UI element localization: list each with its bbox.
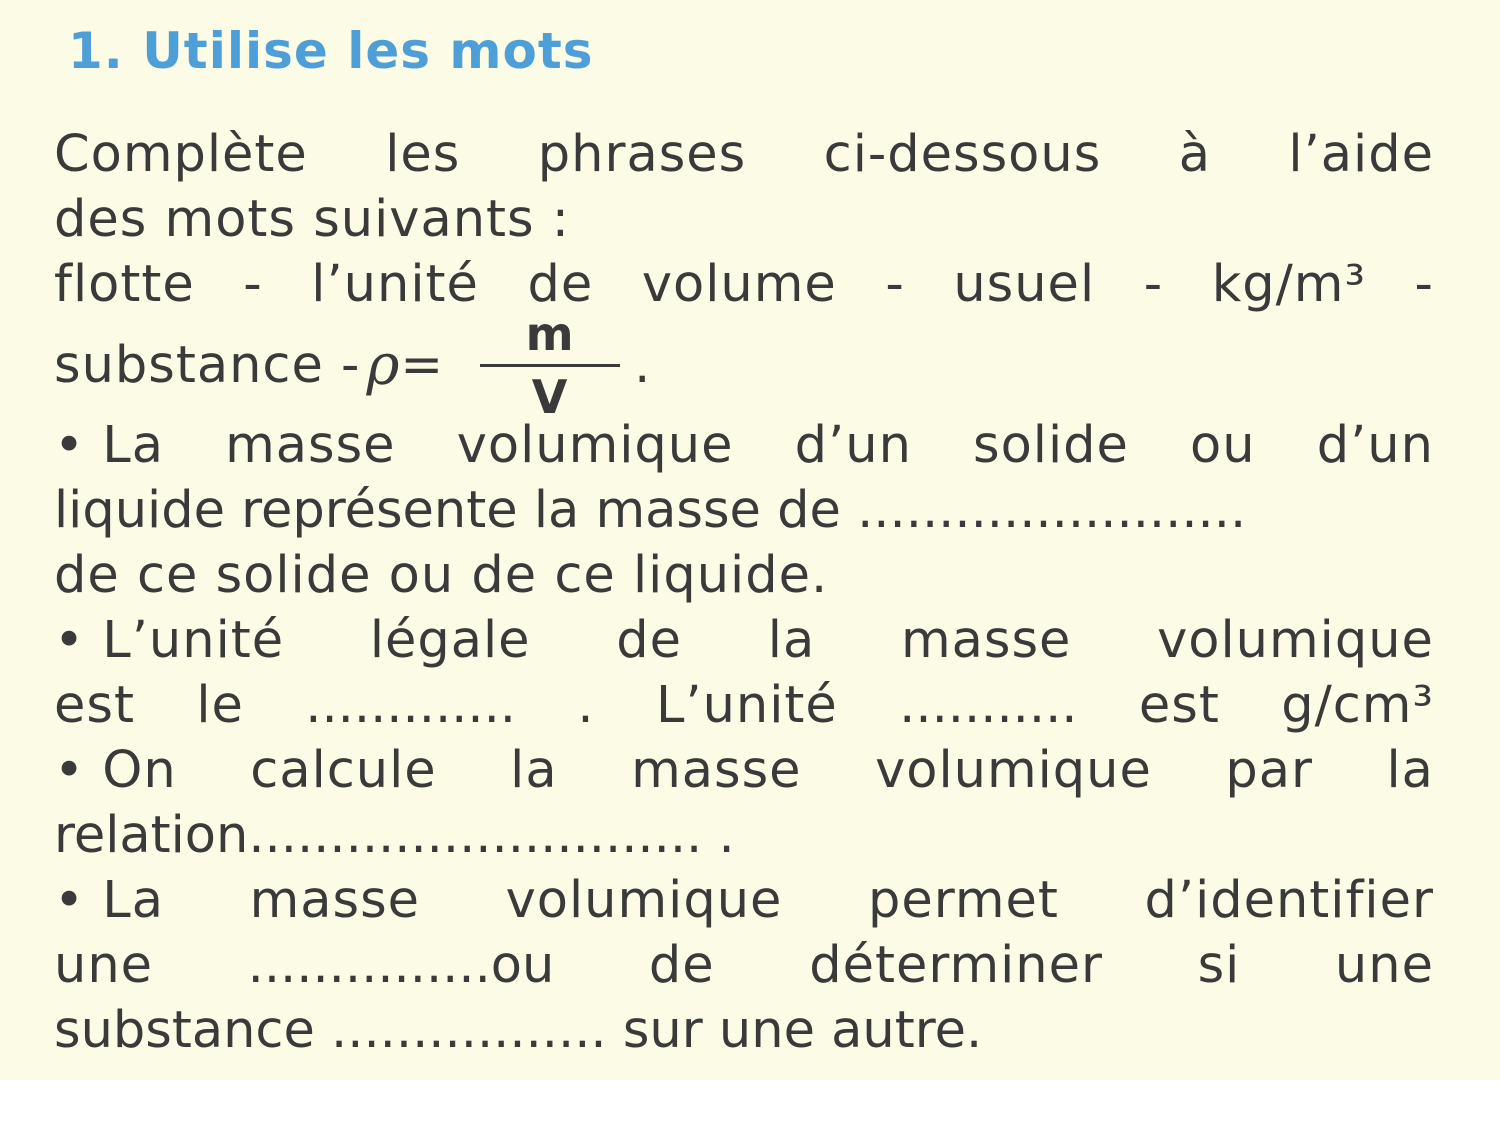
equals-sign: =: [400, 335, 445, 395]
word: une: [1334, 936, 1434, 995]
word: masse: [249, 871, 421, 930]
word: • L’unité: [54, 611, 285, 670]
separator: -: [243, 255, 263, 314]
fraction-numerator: m: [525, 306, 575, 361]
intro-line-1: [54, 122, 1434, 187]
word: masse: [900, 611, 1072, 670]
word: si: [1197, 936, 1241, 995]
word: d’un: [1316, 416, 1434, 475]
word: phrases: [537, 125, 747, 184]
word: Complète: [54, 125, 308, 184]
exercise-body: [54, 122, 1434, 1063]
word: ci-dessous: [823, 125, 1102, 184]
q4-line-2: [54, 933, 1434, 998]
blank-dots: .............: [305, 676, 516, 735]
rho-symbol: ρ: [366, 332, 401, 398]
separator: -: [885, 255, 905, 314]
word: une: [54, 936, 154, 995]
word: ou: [1190, 416, 1256, 475]
word-flotte: flotte: [54, 255, 195, 314]
word: de: [648, 936, 715, 995]
fraction-denominator: V: [531, 369, 569, 424]
word-de: de: [527, 255, 594, 314]
q1-line-2: liquide représente la masse de ........................: [54, 481, 1247, 540]
word: de: [616, 611, 683, 670]
word: légale: [369, 611, 531, 670]
word-list-line: [54, 252, 1434, 317]
density-fraction: [480, 308, 620, 423]
word: volumique: [1157, 611, 1434, 670]
word: .: [577, 676, 595, 735]
word: les: [385, 125, 461, 184]
word: volumique: [875, 741, 1152, 800]
word: à: [1178, 125, 1211, 184]
exercise-title: 1. Utilise les mots: [68, 22, 594, 80]
word: g/cm³: [1281, 676, 1434, 735]
word: • On: [54, 741, 177, 800]
fraction-bar: [480, 364, 620, 367]
intro-line-2: des mots suivants :: [54, 190, 570, 249]
q1-line-1: [54, 413, 1434, 478]
word: la: [510, 741, 558, 800]
word-usuel: usuel: [953, 255, 1096, 314]
word: • La: [54, 871, 164, 930]
word: est: [1138, 676, 1220, 735]
word: le: [196, 676, 244, 735]
word: permet: [868, 871, 1059, 930]
word: la: [767, 611, 816, 670]
q3-line-1: [54, 738, 1434, 803]
q2-line-2: [54, 673, 1434, 738]
word: L’unité: [655, 676, 838, 735]
separator: -: [1143, 255, 1164, 314]
q2-line-1: [54, 608, 1434, 673]
word-volume: volume: [641, 255, 837, 314]
blank-dots: ...........: [899, 676, 1078, 735]
q3-line-2: relation............................ .: [54, 806, 735, 865]
q4-line-3: substance ................. sur une autre.: [54, 1001, 983, 1060]
period: .: [634, 335, 652, 395]
word: masse: [225, 416, 396, 475]
word-kg-m3: kg/m³: [1211, 255, 1366, 314]
word: • La: [54, 416, 164, 475]
formula-line: [54, 306, 1434, 424]
q4-line-1: [54, 868, 1434, 933]
word: d’un: [794, 416, 912, 475]
separator: -: [1414, 255, 1434, 314]
word-substance: substance -: [54, 335, 361, 395]
word-unite: l’unité: [311, 255, 479, 314]
blank-dots: ...............ou: [247, 936, 555, 995]
word: calcule: [250, 741, 437, 800]
word: solide: [973, 416, 1129, 475]
word: la: [1386, 741, 1434, 800]
word: volumique: [456, 416, 734, 475]
word: volumique: [505, 871, 783, 930]
word: est: [54, 676, 135, 735]
word: par: [1225, 741, 1313, 800]
word: déterminer: [809, 936, 1103, 995]
q1-line-3: de ce solide ou de ce liquide.: [54, 546, 829, 605]
word: masse: [631, 741, 802, 800]
word: d’identifier: [1144, 871, 1434, 930]
word: l’aide: [1288, 125, 1434, 184]
